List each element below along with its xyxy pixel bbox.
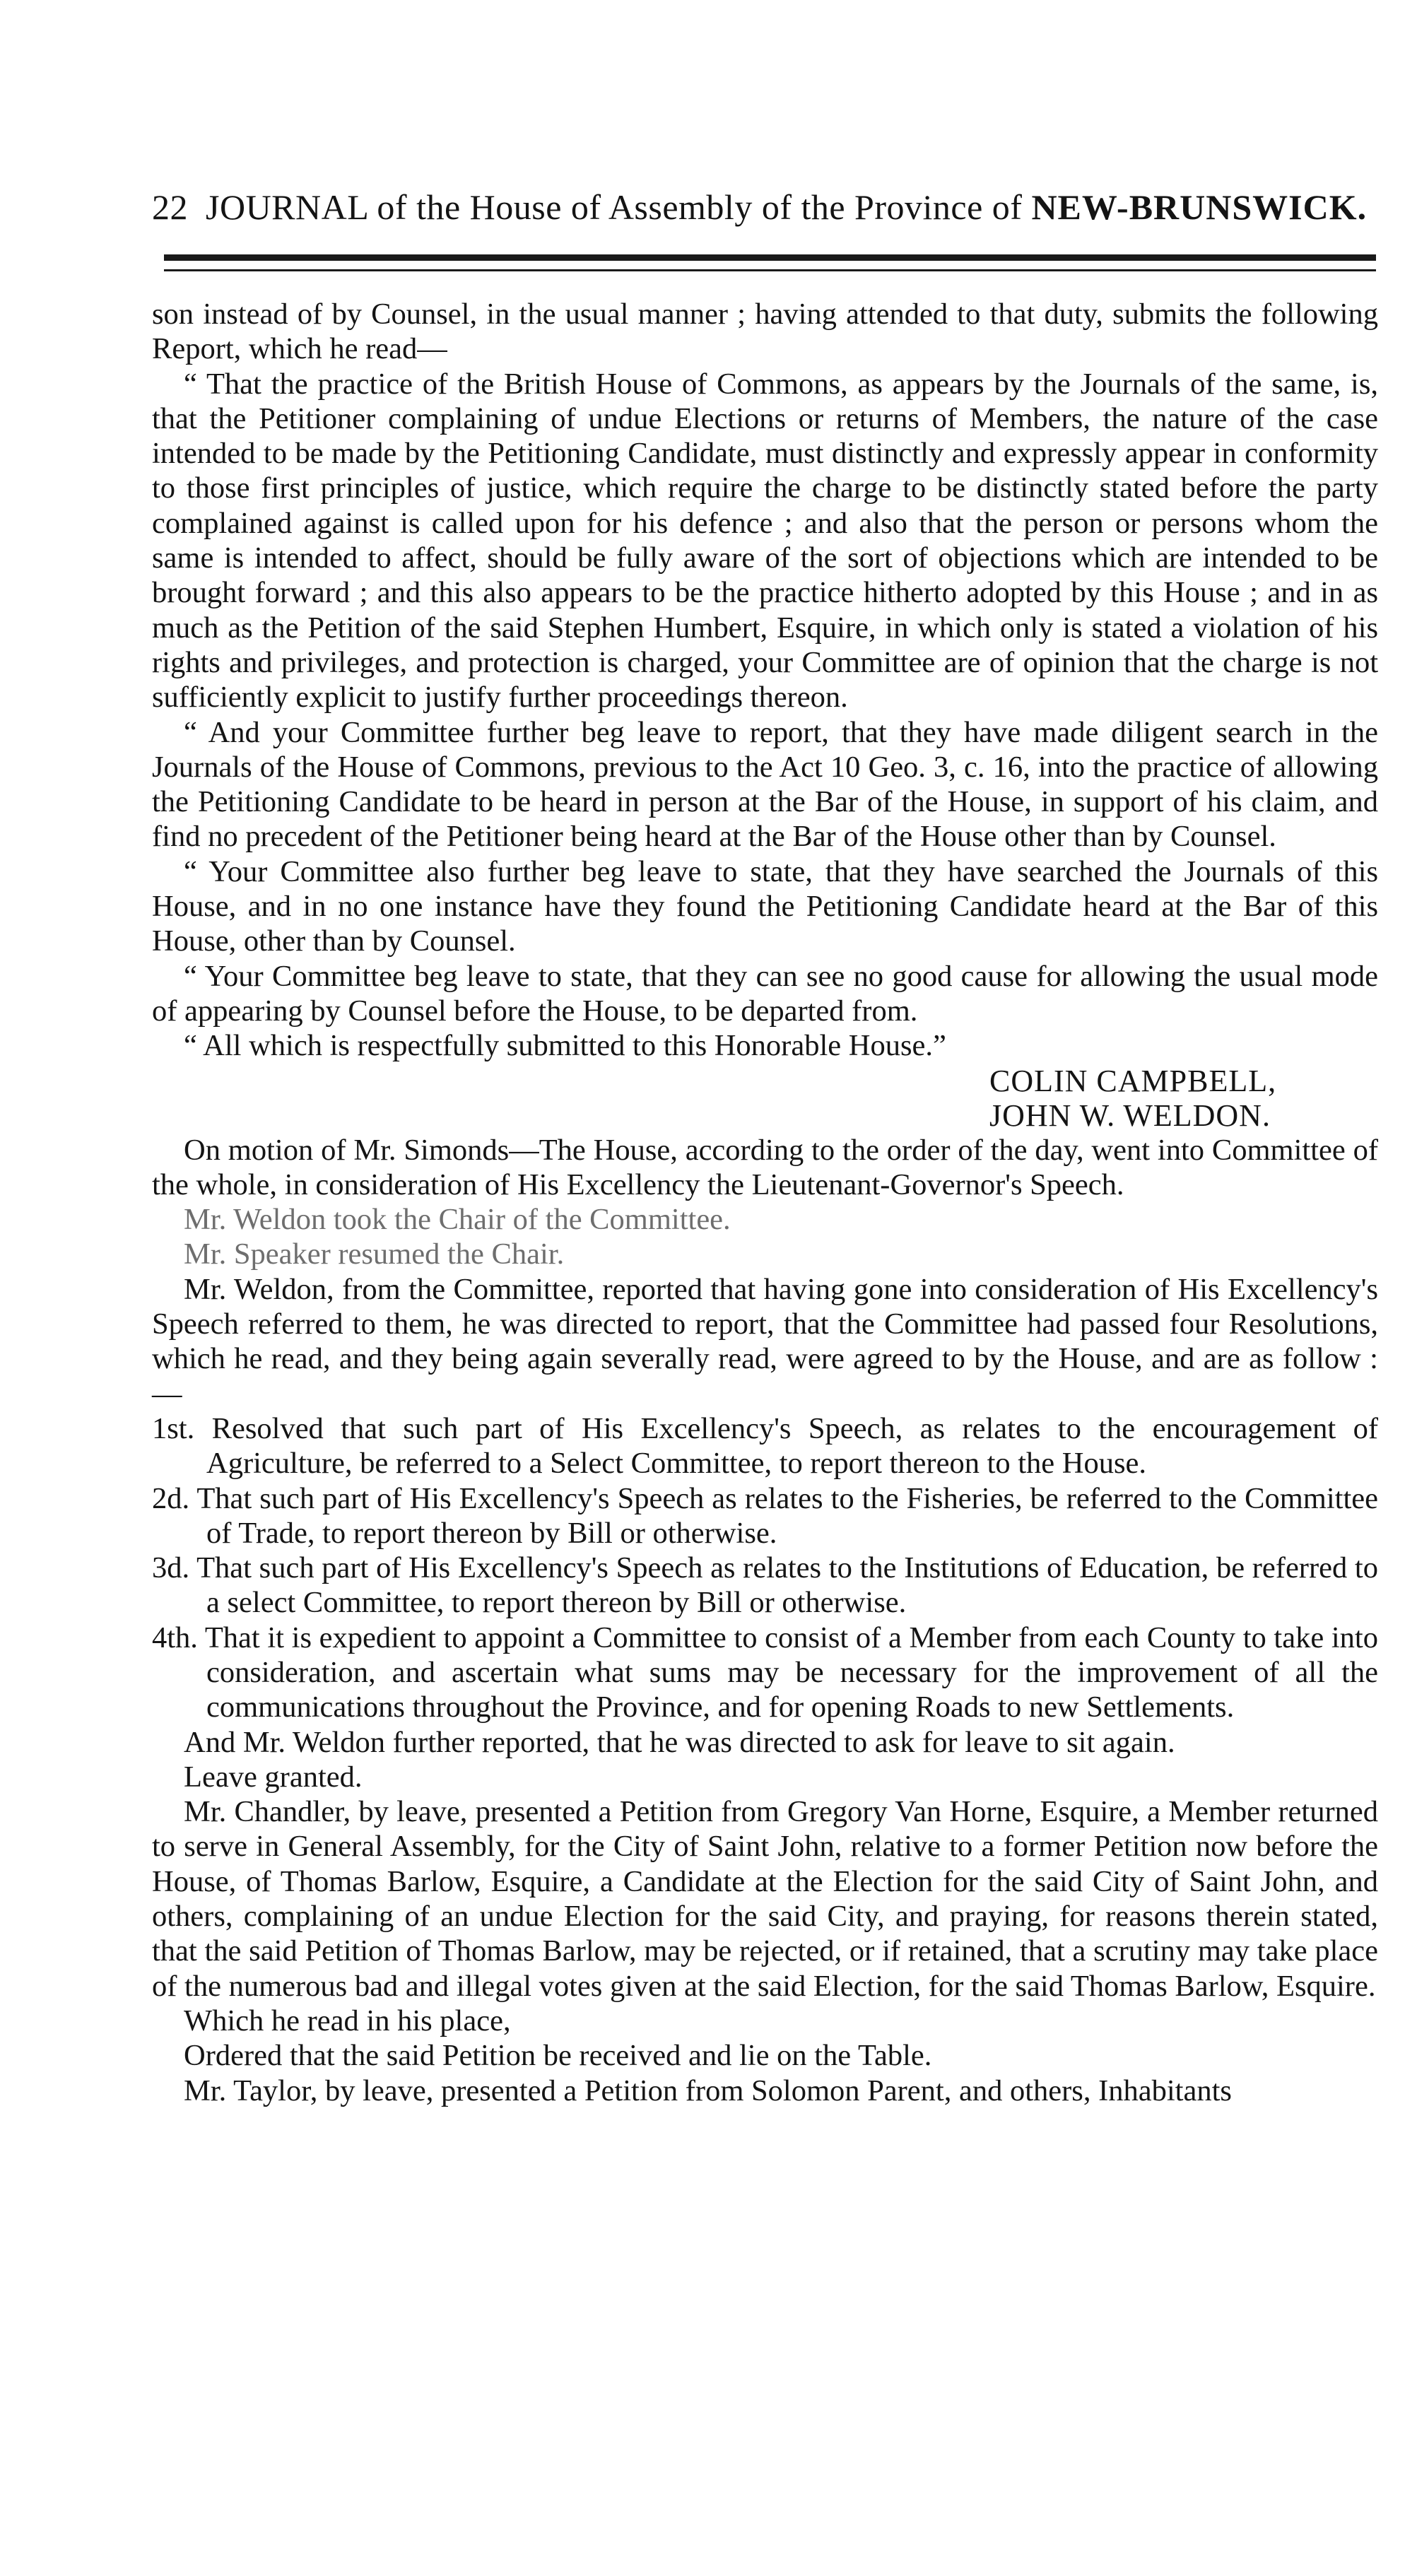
resolution-education: 3d. That such part of His Excellency's Speech as relates to the Institutions of Education, be referred to a select Committee, to report thereon by Bill or otherwise. <box>152 1551 1378 1620</box>
chandler-petition: Mr. Chandler, by leave, presented a Petition from Gregory Van Horne, Esquire, a Member returned to serve in General Assembly, for the City of Saint John, relative to a former Petition now before the House, of Thomas Barlow, Esquire, a Candidate at the Election for the said City of Saint John, and others, complaining of an undue Election for the said City, and praying, for reasons therein stated, that the said Petition of Thomas Barlow, may be rejected, or if retained, that a scrutiny may take place of the numerous bad and illegal votes given at the said Election, for the said Thomas Barlow, Esquire. <box>152 1795 1378 2003</box>
weldon-took-chair: Mr. Weldon took the Chair of the Committee. <box>184 1203 731 1237</box>
read-in-place: Which he read in his place, <box>184 2004 511 2037</box>
page-number: 22 <box>152 187 188 227</box>
header-rule-thick <box>164 254 1376 261</box>
leave-granted: Leave granted. <box>184 1760 363 1794</box>
header-province: NEW-BRUNSWICK. <box>1031 187 1368 227</box>
report-paragraph-journals: “ Your Committee also further beg leave to state, that they have searched the Journals of this House, and in no one instance have they found the Petitioning Candidate heard at the Bar of this House, other than by Counsel. <box>152 854 1378 958</box>
header-rule-thin <box>164 269 1376 271</box>
leave-to-sit-again: And Mr. Weldon further reported, that he was directed to ask for leave to sit again. <box>184 1725 1175 1759</box>
committee-report: Mr. Weldon, from the Committee, reported that having gone into consideration of His Excellency's Speech referred to them, he was directed to report, that the Committee had passed four Resolutions, which he read, and they being again severally read, were agreed to by the House, and are as follow :— <box>152 1272 1378 1411</box>
journal-body <box>152 297 1378 2108</box>
report-paragraph-search: “ And your Committee further beg leave to report, that they have made diligent search in the Journals of the House of Commons, previous to the Act 10 Geo. 3, c. 16, into the practice of allowing the Petitioning Candidate to be heard in person at the Bar of the House, in support of his claim, and find no precedent of the Petitioner being heard at the Bar of the House other than by Counsel. <box>152 715 1378 854</box>
report-paragraph-practice: “ That the practice of the British House of Commons, as appears by the Journals of the same, is, that the Petitioner complaining of undue Elections or returns of Members, the nature of the case intended to be made by the Petitioning Candidate, must distinctly and expressly appear in conformity to those first principles of justice, which require the charge to be distinctly stated before the party complained against is called upon for his defence ; and also that the person or persons whom the same is intended to affect, should be fully aware of the sort of objections which are intended to be brought forward ; and this also appears to be the practice hitherto adopted by this House ; and in as much as the Petition of the said Stephen Humbert, Esquire, in which only is stated a violation of his rights and privileges, and protection is charged, your Committee are of opinion that the charge is not sufficiently explicit to justify further proceedings thereon. <box>152 367 1378 714</box>
header-title: JOURNAL of the House of Assembly of the Province of <box>206 187 1023 227</box>
resolution-fisheries: 2d. That such part of His Excellency's Speech as relates to the Fisheries, be referred to the Committee of Trade, to report thereon by Bill or otherwise. <box>152 1481 1378 1550</box>
petition-ordered: Ordered that the said Petition be received and lie on the Table. <box>184 2039 932 2073</box>
motion-simonds: On motion of Mr. Simonds—The House, according to the order of the day, went into Committee of the whole, in consideration of His Excellency the Lieutenant-Governor's Speech. <box>152 1133 1378 1201</box>
signature-weldon: JOHN W. WELDON. <box>989 1098 1271 1133</box>
resolution-roads: 4th. That it is expedient to appoint a Committee to consist of a Member from each County to take into consideration, and ascertain what sums may be necessary for the improvement of all the communications throughout the Province, and for opening Roads to new Settlements. <box>152 1621 1378 1724</box>
resolution-agriculture: 1st. Resolved that such part of His Excellency's Speech, as relates to the encouragement of Agriculture, be referred to a Select Committee, to report thereon to the House. <box>152 1411 1378 1481</box>
report-intro: son instead of by Counsel, in the usual manner ; having attended to that duty, submits the following Report, which he read— <box>152 298 1378 366</box>
report-paragraph-submitted: “ All which is respectfully submitted to this Honorable House.” <box>184 1029 946 1063</box>
running-header <box>152 182 1378 232</box>
signature-campbell: COLIN CAMPBELL, <box>989 1063 1277 1098</box>
speaker-resumed-chair: Mr. Speaker resumed the Chair. <box>184 1237 565 1271</box>
taylor-petition: Mr. Taylor, by leave, presented a Petition from Solomon Parent, and others, Inhabitants <box>184 2074 1232 2107</box>
report-paragraph-cause: “ Your Committee beg leave to state, that they can see no good cause for allowing the usual mode of appearing by Counsel before the House, to be departed from. <box>152 959 1378 1028</box>
